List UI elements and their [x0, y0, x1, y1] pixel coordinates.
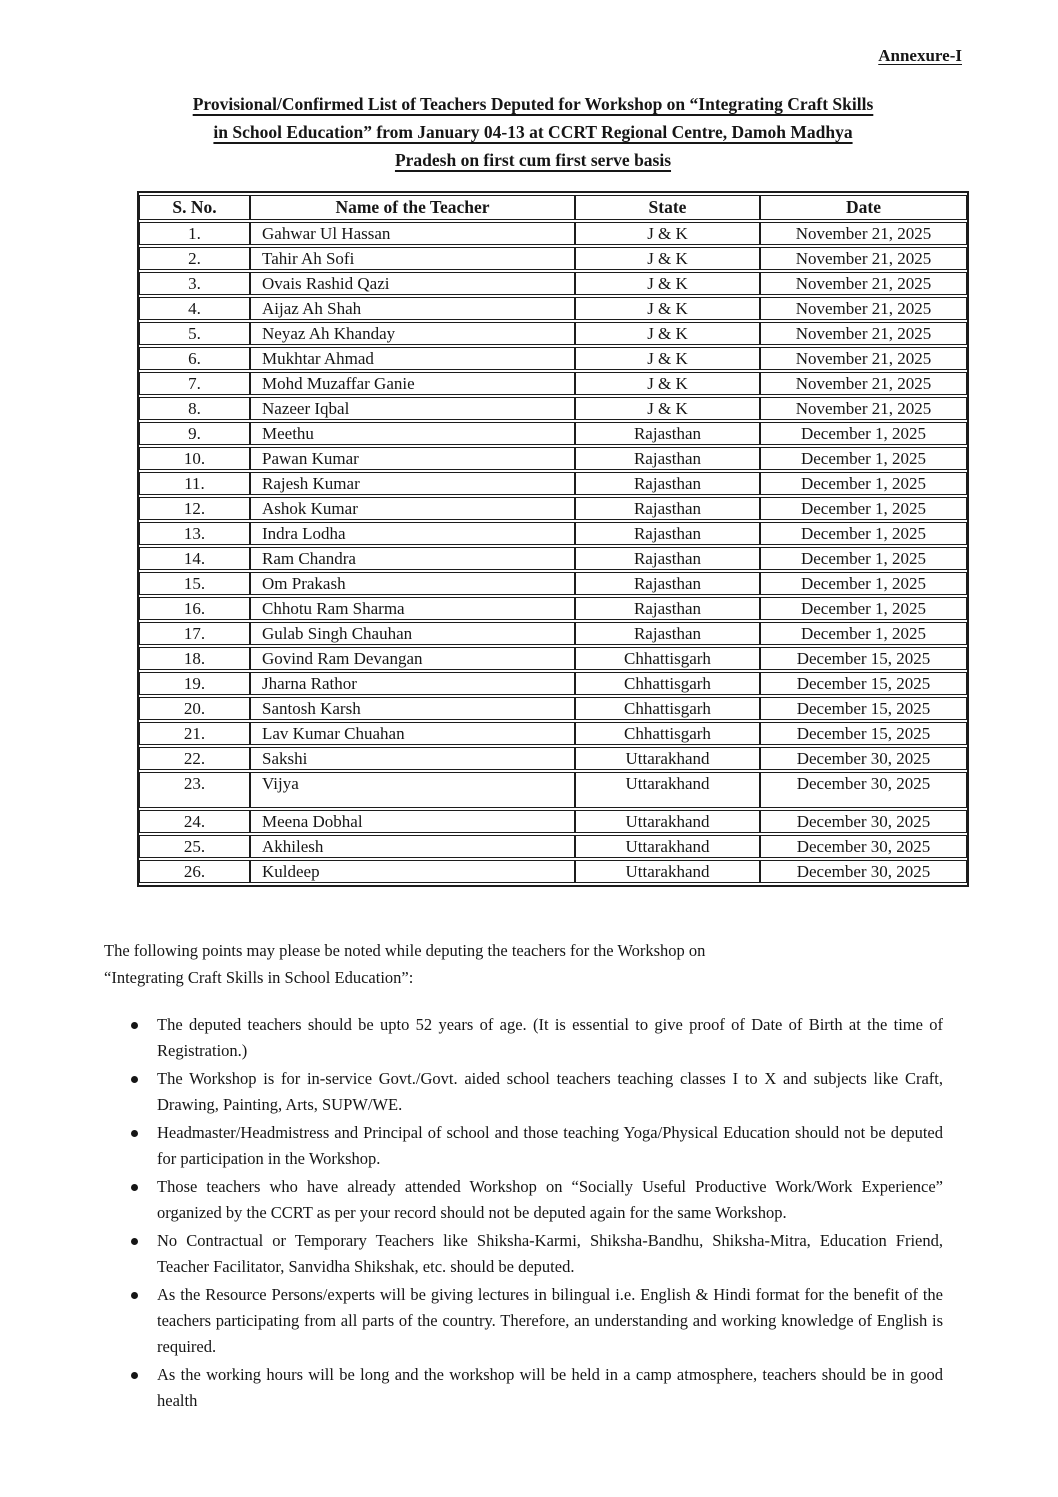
cell-date: December 1, 2025 [760, 422, 967, 445]
table-row [139, 322, 967, 345]
cell-date: December 15, 2025 [760, 647, 967, 670]
cell-name: Santosh Karsh [250, 697, 575, 720]
cell-state: J & K [575, 322, 760, 345]
table-row [139, 697, 967, 720]
table-row [139, 397, 967, 420]
cell-date: November 21, 2025 [760, 397, 967, 420]
cell-name: Govind Ram Devangan [250, 647, 575, 670]
cell-date: December 15, 2025 [760, 697, 967, 720]
cell-state: Rajasthan [575, 547, 760, 570]
cell-date: November 21, 2025 [760, 247, 967, 270]
cell-sno: 1. [139, 222, 250, 245]
cell-name: Chhotu Ram Sharma [250, 597, 575, 620]
cell-name: Ovais Rashid Qazi [250, 272, 575, 295]
cell-state: Chhattisgarh [575, 697, 760, 720]
cell-state: J & K [575, 297, 760, 320]
cell-date: December 30, 2025 [760, 860, 967, 883]
cell-state: Uttarakhand [575, 810, 760, 833]
page-title [104, 90, 962, 174]
cell-state: Rajasthan [575, 497, 760, 520]
note-item: The deputed teachers should be upto 52 years of age. (It is essential to give proof of Date of Birth at the time of Registration.) [104, 1012, 943, 1064]
table-row [139, 497, 967, 520]
table-row [139, 247, 967, 270]
note-item: As the Resource Persons/experts will be giving lectures in bilingual i.e. English & Hindi format for the benefit of the teachers participating from all parts of the country. Therefore, an understanding and working knowledge of English is required. [104, 1282, 943, 1360]
cell-sno: 8. [139, 397, 250, 420]
cell-name: Vijya [250, 772, 575, 808]
cell-name: Indra Lodha [250, 522, 575, 545]
cell-sno: 10. [139, 447, 250, 470]
cell-state: Rajasthan [575, 422, 760, 445]
cell-date: December 1, 2025 [760, 497, 967, 520]
table-header [139, 195, 967, 220]
cell-state: Rajasthan [575, 522, 760, 545]
cell-date: December 1, 2025 [760, 522, 967, 545]
cell-name: Gulab Singh Chauhan [250, 622, 575, 645]
cell-name: Ram Chandra [250, 547, 575, 570]
cell-date: November 21, 2025 [760, 372, 967, 395]
note-item: Headmaster/Headmistress and Principal of school and those teaching Yoga/Physical Education should not be deputed for participation in the Workshop. [104, 1120, 943, 1172]
table-row [139, 422, 967, 445]
cell-date: December 30, 2025 [760, 772, 967, 808]
table-row [139, 647, 967, 670]
table-row [139, 222, 967, 245]
table-row [139, 297, 967, 320]
page-title-line: in School Education” from January 04-13 at CCRT Regional Centre, Damoh Madhya [213, 122, 853, 142]
cell-state: Chhattisgarh [575, 672, 760, 695]
cell-sno: 6. [139, 347, 250, 370]
page-title-line: Pradesh on first cum first serve basis [394, 150, 672, 170]
cell-date: November 21, 2025 [760, 322, 967, 345]
cell-sno: 12. [139, 497, 250, 520]
header-name: Name of the Teacher [250, 195, 575, 220]
cell-date: December 1, 2025 [760, 622, 967, 645]
table-row [139, 772, 967, 808]
cell-state: Chhattisgarh [575, 647, 760, 670]
cell-state: Rajasthan [575, 447, 760, 470]
cell-state: J & K [575, 397, 760, 420]
cell-state: J & K [575, 272, 760, 295]
cell-date: December 1, 2025 [760, 597, 967, 620]
table-row [139, 547, 967, 570]
cell-name: Mukhtar Ahmad [250, 347, 575, 370]
cell-state: Uttarakhand [575, 772, 760, 808]
cell-state: Chhattisgarh [575, 722, 760, 745]
cell-date: December 30, 2025 [760, 810, 967, 833]
cell-date: December 30, 2025 [760, 747, 967, 770]
cell-sno: 11. [139, 472, 250, 495]
cell-name: Rajesh Kumar [250, 472, 575, 495]
cell-sno: 7. [139, 372, 250, 395]
cell-sno: 26. [139, 860, 250, 883]
cell-state: Uttarakhand [575, 860, 760, 883]
note-item: As the working hours will be long and the workshop will be held in a camp atmosphere, teachers should be in good health [104, 1362, 943, 1414]
notes-list [104, 1012, 943, 1414]
table-row [139, 722, 967, 745]
cell-date: December 15, 2025 [760, 672, 967, 695]
cell-sno: 14. [139, 547, 250, 570]
page-title-line: Provisional/Confirmed List of Teachers Deputed for Workshop on “Integrating Craft Skills [192, 94, 874, 114]
cell-name: Sakshi [250, 747, 575, 770]
cell-state: J & K [575, 222, 760, 245]
cell-name: Jharna Rathor [250, 672, 575, 695]
cell-sno: 25. [139, 835, 250, 858]
cell-date: November 21, 2025 [760, 297, 967, 320]
table-header-row [139, 195, 967, 220]
cell-state: J & K [575, 372, 760, 395]
cell-date: November 21, 2025 [760, 222, 967, 245]
cell-sno: 23. [139, 772, 250, 808]
cell-sno: 5. [139, 322, 250, 345]
cell-state: Rajasthan [575, 622, 760, 645]
cell-sno: 15. [139, 572, 250, 595]
cell-date: December 1, 2025 [760, 472, 967, 495]
cell-date: December 1, 2025 [760, 547, 967, 570]
table-row [139, 472, 967, 495]
cell-state: Rajasthan [575, 472, 760, 495]
teacher-table [137, 191, 969, 887]
cell-name: Meethu [250, 422, 575, 445]
cell-sno: 17. [139, 622, 250, 645]
table-row [139, 597, 967, 620]
cell-name: Nazeer Iqbal [250, 397, 575, 420]
cell-date: December 15, 2025 [760, 722, 967, 745]
cell-name: Neyaz Ah Khanday [250, 322, 575, 345]
note-item: The Workshop is for in-service Govt./Govt. aided school teachers teaching classes I to X and subjects like Craft, Drawing, Painting, Arts, SUPW/WE. [104, 1066, 943, 1118]
cell-name: Akhilesh [250, 835, 575, 858]
cell-name: Meena Dobhal [250, 810, 575, 833]
cell-date: November 21, 2025 [760, 347, 967, 370]
cell-date: December 1, 2025 [760, 447, 967, 470]
cell-sno: 21. [139, 722, 250, 745]
notes-intro [104, 937, 943, 991]
cell-name: Ashok Kumar [250, 497, 575, 520]
cell-state: Uttarakhand [575, 835, 760, 858]
table-row [139, 522, 967, 545]
cell-sno: 19. [139, 672, 250, 695]
cell-name: Om Prakash [250, 572, 575, 595]
notes-section [104, 937, 943, 1414]
cell-state: Uttarakhand [575, 747, 760, 770]
table-row [139, 347, 967, 370]
cell-sno: 4. [139, 297, 250, 320]
cell-sno: 16. [139, 597, 250, 620]
table-row [139, 810, 967, 833]
table-row [139, 747, 967, 770]
cell-name: Tahir Ah Sofi [250, 247, 575, 270]
table-row [139, 447, 967, 470]
annexure-label: Annexure-I [878, 46, 962, 65]
note-item: Those teachers who have already attended Workshop on “Socially Useful Productive Work/Work Experience” organized by the CCRT as per your record should not be deputed again for the same Workshop. [104, 1174, 943, 1226]
cell-sno: 18. [139, 647, 250, 670]
notes-intro-line: “Integrating Craft Skills in School Education”: [104, 968, 414, 987]
table-row [139, 622, 967, 645]
cell-state: J & K [575, 347, 760, 370]
cell-state: Rajasthan [575, 597, 760, 620]
cell-sno: 20. [139, 697, 250, 720]
header-sno: S. No. [139, 195, 250, 220]
cell-sno: 3. [139, 272, 250, 295]
teacher-table-body [139, 222, 967, 883]
cell-sno: 9. [139, 422, 250, 445]
cell-name: Gahwar Ul Hassan [250, 222, 575, 245]
cell-sno: 13. [139, 522, 250, 545]
cell-sno: 24. [139, 810, 250, 833]
table-row [139, 860, 967, 883]
cell-date: December 30, 2025 [760, 835, 967, 858]
header-date: Date [760, 195, 967, 220]
cell-sno: 22. [139, 747, 250, 770]
header-state: State [575, 195, 760, 220]
cell-date: December 1, 2025 [760, 572, 967, 595]
table-row [139, 372, 967, 395]
cell-name: Kuldeep [250, 860, 575, 883]
table-row [139, 672, 967, 695]
cell-name: Pawan Kumar [250, 447, 575, 470]
table-row [139, 272, 967, 295]
notes-intro-line: The following points may please be noted while deputing the teachers for the Workshop on [104, 941, 706, 960]
table-row [139, 572, 967, 595]
cell-state: Rajasthan [575, 572, 760, 595]
table-row [139, 835, 967, 858]
cell-name: Mohd Muzaffar Ganie [250, 372, 575, 395]
note-item: No Contractual or Temporary Teachers like Shiksha-Karmi, Shiksha-Bandhu, Shiksha-Mitra, Education Friend, Teacher Facilitator, Sanvidha Shikshak, etc. should be deputed. [104, 1228, 943, 1280]
cell-sno: 2. [139, 247, 250, 270]
cell-state: J & K [575, 247, 760, 270]
cell-name: Aijaz Ah Shah [250, 297, 575, 320]
cell-name: Lav Kumar Chuahan [250, 722, 575, 745]
cell-date: November 21, 2025 [760, 272, 967, 295]
